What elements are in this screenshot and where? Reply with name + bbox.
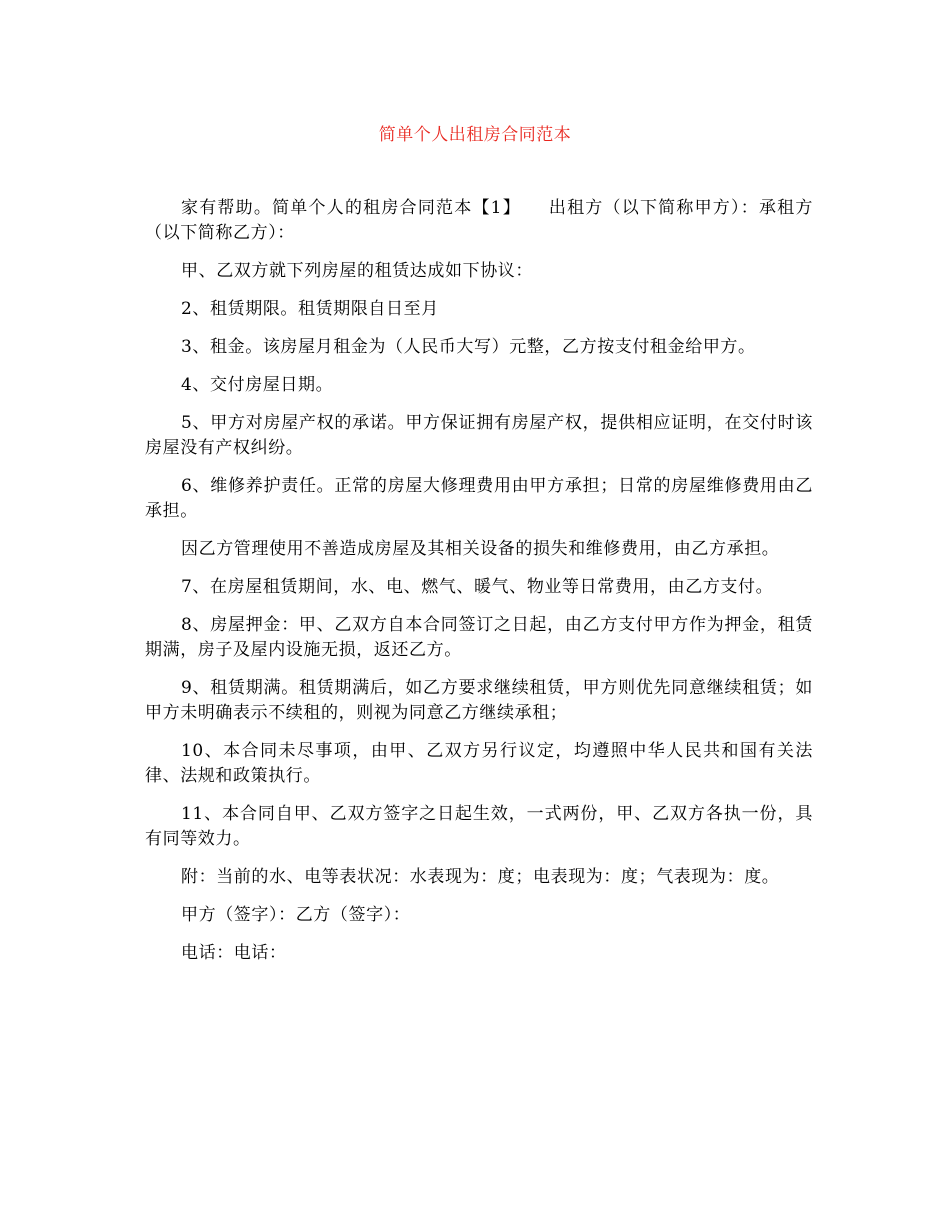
paragraph-agreement: 甲、乙双方就下列房屋的租赁达成如下协议： (181, 261, 533, 281)
paragraph-clause-3: 3、租金。该房屋月租金为（人民币大写）元整，乙方按支付租金给甲方。 (181, 337, 756, 357)
document-title: 简单个人出租房合同范本 (378, 125, 572, 145)
paragraph-meter-readings: 附：当前的水、电等表状况：水表现为：度；电表现为：度；气表现为：度。 (181, 867, 780, 887)
paragraph-signatures: 甲方（签字）：乙方（签字）： (181, 905, 411, 925)
document-body (145, 196, 813, 966)
paragraph-clause-6: 6、维修养护责任。正常的房屋大修理费用由甲方承担；日常的房屋维修费用由乙承担。 (145, 476, 813, 521)
paragraph-clause-5: 5、甲方对房屋产权的承诺。甲方保证拥有房屋产权，提供相应证明，在交付时该房屋没有产权纠纷。 (145, 413, 813, 458)
paragraph-clause-7: 7、在房屋租赁期间，水、电、燃气、暖气、物业等日常费用，由乙方支付。 (181, 577, 774, 597)
paragraph-clause-10: 10、本合同未尽事项，由甲、乙双方另行议定，均遵照中华人民共和国有关法律、法规和政策执行。 (145, 741, 813, 786)
paragraph-intro: 家有帮助。简单个人的租房合同范本【1】 出租方（以下简称甲方）：承租方（以下简称乙方）： (145, 198, 813, 243)
paragraph-phones: 电话：电话： (181, 943, 287, 963)
paragraph-clause-9: 9、租赁期满。租赁期满后，如乙方要求继续租赁，甲方则优先同意继续租赁；如甲方未明确表示不续租的，则视为同意乙方继续承租； (145, 678, 813, 723)
paragraph-clause-2: 2、租赁期限。租赁期限自日至月 (181, 299, 439, 319)
paragraph-clause-11: 11、本合同自甲、乙双方签字之日起生效，一式两份，甲、乙双方各执一份，具有同等效力。 (145, 804, 813, 849)
paragraph-clause-6-cont: 因乙方管理使用不善造成房屋及其相关设备的损失和维修费用，由乙方承担。 (181, 539, 780, 559)
paragraph-clause-4: 4、交付房屋日期。 (181, 375, 334, 395)
paragraph-clause-8: 8、房屋押金：甲、乙双方自本合同签订之日起，由乙方支付甲方作为押金，租赁期满，房子及屋内设施无损，返还乙方。 (145, 615, 813, 660)
